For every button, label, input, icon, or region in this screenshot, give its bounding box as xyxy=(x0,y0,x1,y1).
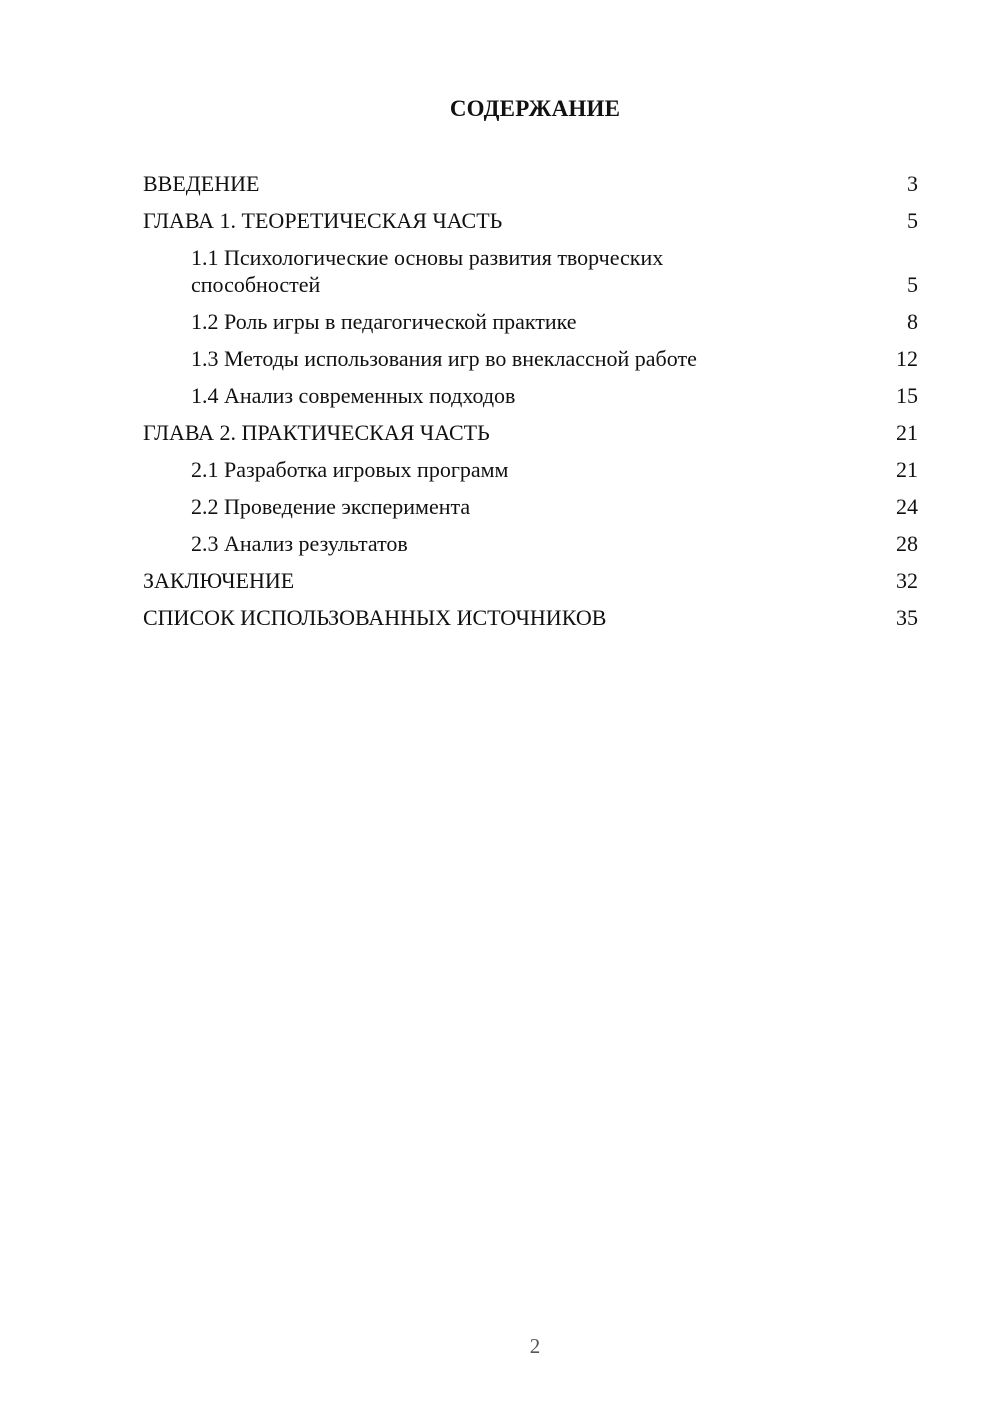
toc-entry-conclusion[interactable] xyxy=(143,567,918,594)
toc-entry-label: СПИСОК ИСПОЛЬЗОВАННЫХ ИСТОЧНИКОВ xyxy=(143,605,607,630)
table-of-contents xyxy=(143,170,918,641)
toc-entry-page: 12 xyxy=(896,346,918,371)
toc-entry-section-1-1[interactable] xyxy=(143,244,918,298)
toc-entry-section-2-1[interactable] xyxy=(143,456,918,483)
toc-entry-label: ГЛАВА 2. ПРАКТИЧЕСКАЯ ЧАСТЬ xyxy=(143,420,490,445)
toc-entry-introduction[interactable] xyxy=(143,170,918,197)
toc-entry-section-1-4[interactable] xyxy=(143,382,918,409)
toc-entry-page: 28 xyxy=(896,531,918,556)
toc-entry-label: 1.1 Психологические основы развития творческих способностей xyxy=(191,245,664,297)
page-title: СОДЕРЖАНИЕ xyxy=(449,96,621,121)
toc-entry-label: 1.2 Роль игры в педагогической практике xyxy=(191,309,577,334)
toc-entry-label: 2.2 Проведение эксперимента xyxy=(191,494,471,519)
toc-entry-page: 8 xyxy=(907,309,918,334)
toc-entry-label: 1.3 Методы использования игр во внеклассной работе xyxy=(191,346,697,371)
toc-entry-page: 21 xyxy=(896,457,918,482)
toc-entry-references[interactable] xyxy=(143,604,918,631)
toc-entry-label: 2.1 Разработка игровых программ xyxy=(191,457,509,482)
toc-entry-label: 2.3 Анализ результатов xyxy=(191,531,408,556)
toc-entry-chapter-2[interactable] xyxy=(143,419,918,446)
toc-entry-page: 5 xyxy=(907,272,918,297)
toc-entry-page: 21 xyxy=(896,420,918,445)
toc-entry-section-2-2[interactable] xyxy=(143,493,918,520)
toc-entry-chapter-1[interactable] xyxy=(143,207,918,234)
toc-entry-label: 1.4 Анализ современных подходов xyxy=(191,383,516,408)
toc-entry-section-1-2[interactable] xyxy=(143,308,918,335)
toc-entry-section-2-3[interactable] xyxy=(143,530,918,557)
toc-entry-label: ГЛАВА 1. ТЕОРЕТИЧЕСКАЯ ЧАСТЬ xyxy=(143,208,503,233)
toc-entry-page: 35 xyxy=(896,605,918,630)
toc-entry-section-1-3[interactable] xyxy=(143,345,918,372)
toc-entry-label: ЗАКЛЮЧЕНИЕ xyxy=(143,568,295,593)
toc-entry-page: 32 xyxy=(896,568,918,593)
toc-entry-page: 24 xyxy=(896,494,918,519)
toc-entry-page: 15 xyxy=(896,383,918,408)
toc-entry-page: 5 xyxy=(907,208,918,233)
toc-entry-label: ВВЕДЕНИЕ xyxy=(143,171,260,196)
page-number: 2 xyxy=(529,1334,541,1358)
toc-entry-page: 3 xyxy=(907,171,918,196)
